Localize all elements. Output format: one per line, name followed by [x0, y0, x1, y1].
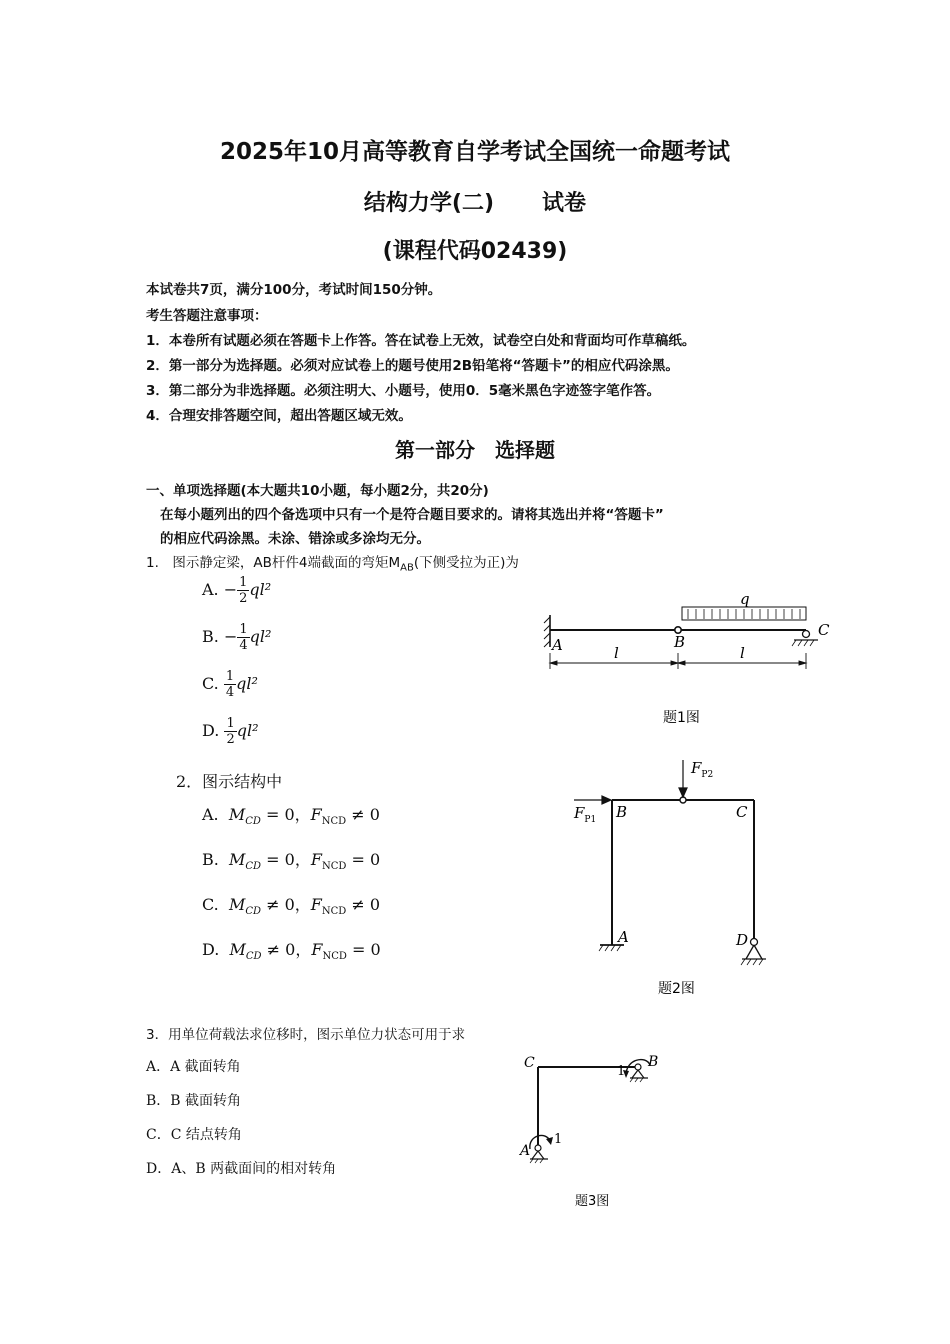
q3-option-c[interactable]: C．C 结点转角: [146, 1127, 242, 1143]
q1-option-a[interactable]: A. − $\frac{1}{2}$ ql²: [202, 575, 272, 606]
q2-option-c[interactable]: C. $M_{CD} \ne 0$，$F_{NCD} \ne 0$: [202, 895, 381, 918]
fig2-label-d: D: [736, 931, 749, 949]
fig1-label-a: A: [552, 636, 563, 654]
fig1-caption: 题1图: [663, 710, 700, 726]
subject-line: [0, 186, 950, 217]
instruction-item-1: 1．本卷所有试题必须在答题卡上作答。答在试卷上无效，试卷空白处和背面均可作草稿纸。: [146, 333, 696, 349]
fig1-label-b: B: [674, 633, 686, 651]
instruction-item-4: 4．合理安排答题空间，超出答题区域无效。: [146, 408, 412, 424]
fig1-label-q: q: [740, 590, 750, 608]
instruction-item-2: 2．第一部分为选择题。必须对应试卷上的题号使用2B铅笔将“答题卡”的相应代码涂黑。: [146, 358, 679, 374]
q1-option-c[interactable]: C. $\frac{1}{4}$ ql²: [202, 669, 258, 700]
exam-title: 2025年10月高等教育自学考试全国统一命题考试: [219, 139, 731, 165]
q2-option-b[interactable]: B. $M_{CD} = 0$，$F_{NCD} = 0$: [202, 850, 381, 873]
q3-option-d[interactable]: D．A、B 两截面间的相对转角: [146, 1161, 337, 1177]
q2-frame-figure: [570, 755, 790, 1000]
q3-stem: 3．用单位荷载法求位移时，图示单位力状态可用于求: [146, 1027, 466, 1043]
q3-option-b[interactable]: B．B 截面转角: [146, 1093, 242, 1109]
section-heading: 一、单项选择题(本大题共10小题，每小题2分，共20分): [146, 483, 489, 499]
paper-label: 试卷: [542, 191, 587, 216]
fig3-caption: 题3图: [575, 1194, 610, 1209]
fig3-label-unit-b: 1: [617, 1064, 626, 1079]
q3-frame-figure: [500, 1045, 690, 1215]
fig1-label-l1: l: [614, 644, 619, 662]
q3-option-a[interactable]: A．A 截面转角: [146, 1059, 241, 1075]
fraction: $\frac{1}{2}$: [239, 575, 248, 606]
fraction: $\frac{1}{2}$: [226, 716, 235, 747]
section-desc-1: 在每小题列出的四个备选项中只有一个是符合题目要求的。请将其选出并将“答题卡”: [160, 507, 664, 523]
fraction: $\frac{1}{4}$: [239, 622, 248, 653]
q1-option-d[interactable]: D. $\frac{1}{2}$ ql²: [202, 716, 259, 747]
fig2-label-fp1: $F_{P1}$: [574, 804, 597, 825]
instruction-summary: 本试卷共7页，满分100分，考试时间150分钟。: [146, 282, 442, 298]
fig3-label-c: C: [524, 1055, 535, 1071]
fig3-label-unit-a: 1: [554, 1132, 563, 1147]
fig3-label-b: B: [648, 1054, 659, 1070]
fraction: $\frac{1}{4}$: [225, 669, 235, 700]
fig2-label-a: A: [618, 928, 629, 946]
fig3-label-a: A: [520, 1143, 531, 1159]
part-heading: 第一部分 选择题: [395, 438, 555, 462]
q1-beam-figure: [540, 590, 840, 730]
subject-name: 结构力学(二): [363, 191, 495, 216]
fig2-label-b: B: [616, 803, 628, 821]
fig2-label-c: C: [736, 803, 748, 821]
section-desc-2: 的相应代码涂黑。未涂、错涂或多涂均无分。: [160, 531, 430, 547]
q2-option-a[interactable]: A. $M_{CD} = 0$，$F_{NCD} \ne 0$: [202, 805, 380, 828]
fig1-label-l2: l: [740, 644, 745, 662]
q2-option-d[interactable]: D. $M_{CD} \ne 0$，$F_{NCD} = 0$: [202, 940, 381, 963]
q2-stem: 2．图示结构中: [176, 772, 283, 791]
q1-option-b[interactable]: B. − $\frac{1}{4}$ ql²: [202, 622, 272, 653]
instruction-heading: 考生答题注意事项：: [146, 308, 268, 324]
fig1-label-c: C: [818, 621, 830, 639]
fig2-label-fp2: $F_{P2}$: [691, 759, 714, 780]
instruction-item-3: 3．第二部分为非选择题。必须注明大、小题号，使用0．5毫米黑色字迹签字笔作答。: [146, 383, 661, 399]
q1-stem: 1. 图示静定梁，AB杆件4端截面的弯矩$M_{AB}$(下侧受拉为正)为: [146, 555, 519, 574]
fig2-caption: 题2图: [658, 981, 695, 997]
course-code: (课程代码02439): [382, 239, 568, 264]
